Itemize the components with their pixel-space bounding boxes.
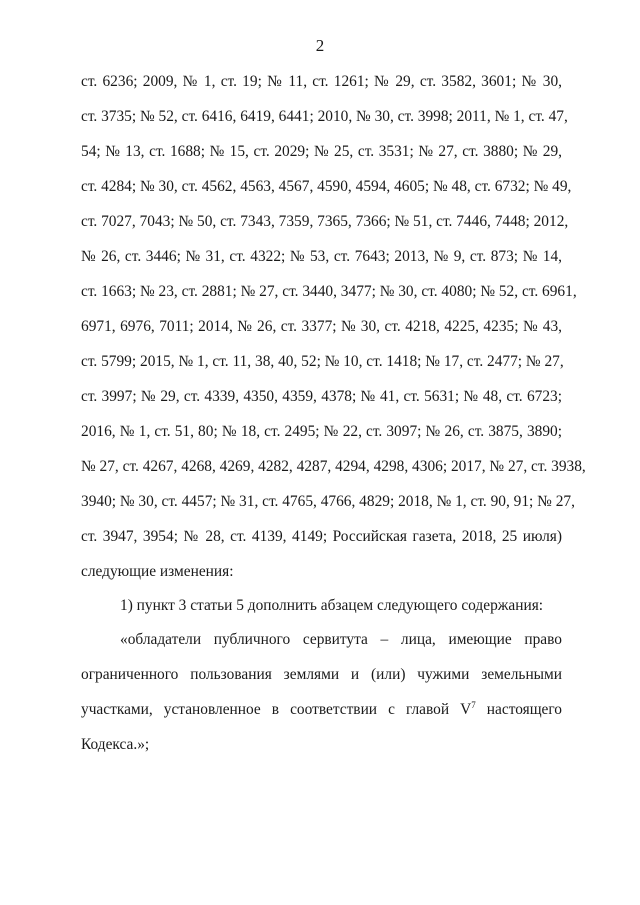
text-line: № 27, ст. 4267, 4268, 4269, 4282, 4287, 4294, 4298, 4306; 2017, № 27, ст. 3938,	[81, 458, 586, 475]
text-line: 2016, № 1, ст. 51, 80; № 18, ст. 2495; № 22, ст. 3097; № 26, ст. 3875, 3890;	[81, 423, 562, 440]
text-line: следующие изменения:	[81, 563, 234, 580]
text-line: ст. 6236; 2009, № 1, ст. 19; № 11, ст. 1261; № 29, ст. 3582, 3601; № 30,	[81, 73, 562, 90]
quote-line: Кодекса.»;	[81, 736, 150, 753]
quote-text: участками, установленное в соответствии с главой V	[81, 701, 472, 718]
quote-line: «обладатели публичного сервитута – лица, имеющие право	[120, 631, 562, 648]
quote-text: настоящего	[475, 701, 562, 718]
text-line: 54; № 13, ст. 1688; № 15, ст. 2029; № 25, ст. 3531; № 27, ст. 3880; № 29,	[81, 143, 562, 160]
page-number: 2	[315, 36, 325, 55]
text-line: 6971, 6976, 7011; 2014, № 26, ст. 3377; № 30, ст. 4218, 4225, 4235; № 43,	[81, 318, 562, 335]
text-line: ст. 3997; № 29, ст. 4339, 4350, 4359, 4378; № 41, ст. 5631; № 48, ст. 6723;	[81, 388, 562, 405]
text-line: ст. 3947, 3954; № 28, ст. 4139, 4149; Российская газета, 2018, 25 июля)	[81, 528, 562, 545]
text-line: ст. 1663; № 23, ст. 2881; № 27, ст. 3440, 3477; № 30, ст. 4080; № 52, ст. 6961,	[81, 283, 577, 300]
quote-line	[81, 700, 562, 720]
text-line: ст. 5799; 2015, № 1, ст. 11, 38, 40, 52; № 10, ст. 1418; № 17, ст. 2477; № 27,	[81, 353, 564, 370]
quote-line: ограниченного пользования землями и (или) чужими земельными	[81, 666, 562, 683]
text-line: ст. 7027, 7043; № 50, ст. 7343, 7359, 7365, 7366; № 51, ст. 7446, 7448; 2012,	[81, 213, 569, 230]
chapter-superscript: 7	[471, 700, 476, 710]
text-line: ст. 4284; № 30, ст. 4562, 4563, 4567, 4590, 4594, 4605; № 48, ст. 6732; № 49,	[81, 178, 572, 195]
text-line: ст. 3735; № 52, ст. 6416, 6419, 6441; 2010, № 30, ст. 3998; 2011, № 1, ст. 47,	[81, 108, 568, 125]
text-line: № 26, ст. 3446; № 31, ст. 4322; № 53, ст. 7643; 2013, № 9, ст. 873; № 14,	[81, 248, 562, 265]
text-line: 3940; № 30, ст. 4457; № 31, ст. 4765, 4766, 4829; 2018, № 1, ст. 90, 91; № 27,	[81, 493, 575, 510]
amendment-item-1: 1) пункт 3 статьи 5 дополнить абзацем следующего содержания:	[120, 597, 544, 614]
